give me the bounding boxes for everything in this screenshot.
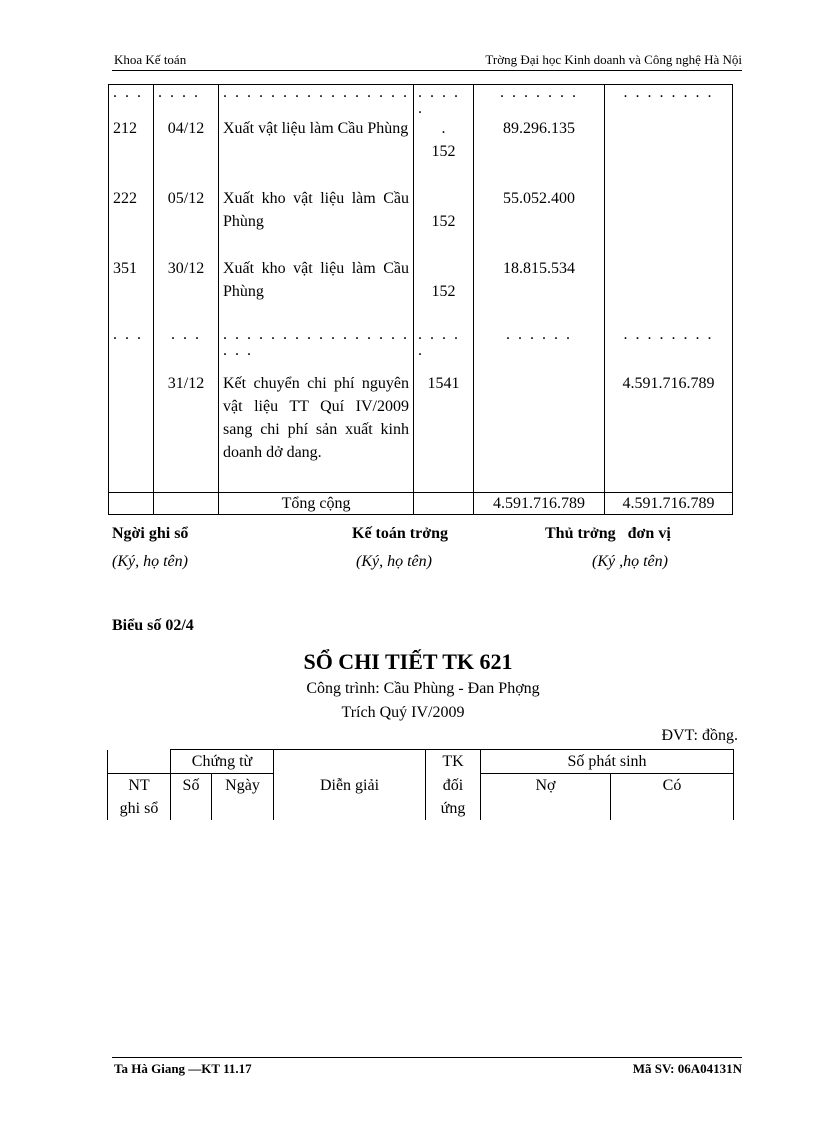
cell-no: . . . . . . bbox=[474, 327, 605, 372]
cell-co: . . . . . . . . bbox=[605, 85, 733, 118]
cell-empty bbox=[109, 492, 154, 514]
cell-co: . . . . . . . . bbox=[605, 327, 733, 372]
form-label: Biểu số 02/4 bbox=[112, 617, 194, 634]
cell-tk: . . . . . bbox=[414, 85, 474, 118]
cell-co bbox=[605, 117, 733, 187]
table-row bbox=[108, 774, 734, 798]
signature-note-head: (Ký ,họ tên) bbox=[592, 553, 668, 570]
cell-co: 4.591.716.789 bbox=[605, 372, 733, 492]
col-dien-giai: Diễn giải bbox=[274, 774, 426, 798]
cell-dien-giai: Xuất vật liệu làm Cầu Phùng bbox=[219, 117, 414, 187]
cell-empty bbox=[212, 797, 274, 820]
col-tk-1: TK bbox=[426, 750, 481, 774]
detail-table-header bbox=[107, 749, 734, 820]
col-nt-2: ghi sổ bbox=[108, 797, 171, 820]
col-so-phat-sinh: Số phát sinh bbox=[481, 750, 734, 774]
cell-tk: 1541 bbox=[414, 372, 474, 492]
cell-ngay: 31/12 bbox=[154, 372, 219, 492]
cell-no: 55.052.400 bbox=[474, 187, 605, 257]
cell-empty bbox=[108, 750, 171, 774]
col-nt: NT bbox=[108, 774, 171, 798]
cell-so: . . . bbox=[109, 85, 154, 118]
page-title: SỔ CHI TIẾT TK 621 bbox=[303, 649, 513, 674]
table-row bbox=[108, 750, 734, 774]
cell-dien-giai: Xuất kho vật liệu làm Cầu Phùng bbox=[219, 187, 414, 257]
cell-empty bbox=[154, 492, 219, 514]
project-line: Công trình: Cầu Phùng - Đan Phợng bbox=[306, 680, 540, 697]
cell-dien-giai: Xuất kho vật liệu làm Cầu Phùng bbox=[219, 257, 414, 327]
ledger-table bbox=[108, 84, 733, 515]
signature-role-chief-accountant: Kế toán trởng bbox=[352, 525, 448, 542]
cell-so: 212 bbox=[109, 117, 154, 187]
cell-tk bbox=[414, 117, 474, 187]
cell-ngay: 30/12 bbox=[154, 257, 219, 327]
signature-note-recorder: (Ký, họ tên) bbox=[112, 553, 188, 570]
cell-dien-giai: . . . . . . . . . . . . . . . . bbox=[219, 85, 414, 118]
cell-empty bbox=[274, 750, 426, 774]
signature-note-chief-accountant: (Ký, họ tên) bbox=[356, 553, 432, 570]
table-row bbox=[108, 797, 734, 820]
col-co: Có bbox=[611, 774, 734, 798]
col-so: Số bbox=[171, 774, 212, 798]
cell-so: 222 bbox=[109, 187, 154, 257]
cell-no: . . . . . . . bbox=[474, 85, 605, 118]
col-tk-2: đối bbox=[426, 774, 481, 798]
cell-empty bbox=[414, 492, 474, 514]
cell-so bbox=[109, 372, 154, 492]
cell-empty bbox=[611, 797, 734, 820]
cell-empty bbox=[274, 797, 426, 820]
cell-tk-dot: . bbox=[441, 120, 446, 137]
cell-ngay: 05/12 bbox=[154, 187, 219, 257]
cell-tk-value: 152 bbox=[431, 143, 456, 160]
period-line: Trích Quý IV/2009 bbox=[341, 704, 465, 721]
cell-empty bbox=[481, 797, 611, 820]
signature-role-head: Thủ trởng đơn vị bbox=[545, 525, 671, 542]
cell-tk: 152 bbox=[414, 257, 474, 327]
page-header bbox=[112, 52, 742, 71]
cell-no bbox=[474, 372, 605, 492]
unit-label: ĐVT: đồng. bbox=[661, 727, 738, 744]
total-label: Tổng cộng bbox=[219, 492, 414, 514]
cell-no: 18.815.534 bbox=[474, 257, 605, 327]
cell-no: 89.296.135 bbox=[474, 117, 605, 187]
cell-tk: 152 bbox=[414, 187, 474, 257]
table-row bbox=[109, 372, 733, 492]
cell-so: . . . bbox=[109, 327, 154, 372]
table-row bbox=[109, 85, 733, 118]
cell-empty bbox=[171, 797, 212, 820]
col-ngay: Ngày bbox=[212, 774, 274, 798]
cell-co bbox=[605, 187, 733, 257]
col-no: Nợ bbox=[481, 774, 611, 798]
footer-student-id: Mã SV: 06A04131N bbox=[632, 1061, 742, 1076]
signature-role-recorder: Ngời ghi sổ bbox=[112, 525, 189, 542]
total-row bbox=[109, 492, 733, 514]
col-chung-tu: Chứng từ bbox=[171, 750, 274, 774]
page-footer bbox=[112, 1057, 742, 1076]
total-co: 4.591.716.789 bbox=[605, 492, 733, 514]
header-faculty: Khoa Kế toán bbox=[114, 52, 187, 67]
cell-ngay: . . . bbox=[154, 327, 219, 372]
cell-tk: . . . . . bbox=[414, 327, 474, 372]
cell-dien-giai: . . . . . . . . . . . . . . . . . . . bbox=[219, 327, 414, 372]
header-university: Trờng Đại học Kinh doanh và Công nghệ Hà Nội bbox=[485, 52, 742, 67]
col-tk-3: ứng bbox=[426, 797, 481, 820]
cell-so: 351 bbox=[109, 257, 154, 327]
total-no: 4.591.716.789 bbox=[474, 492, 605, 514]
table-row bbox=[109, 257, 733, 327]
cell-dien-giai: Kết chuyển chi phí nguyên vật liệu TT Quí IV/2009 sang chi phí sản xuất kinh doanh dở dang. bbox=[219, 372, 414, 492]
table-row bbox=[109, 117, 733, 187]
table-row bbox=[109, 327, 733, 372]
footer-author: Ta Hà Giang —KT 11.17 bbox=[114, 1061, 252, 1076]
cell-ngay: 04/12 bbox=[154, 117, 219, 187]
cell-ngay: . . . . bbox=[154, 85, 219, 118]
table-row bbox=[109, 187, 733, 257]
cell-co bbox=[605, 257, 733, 327]
